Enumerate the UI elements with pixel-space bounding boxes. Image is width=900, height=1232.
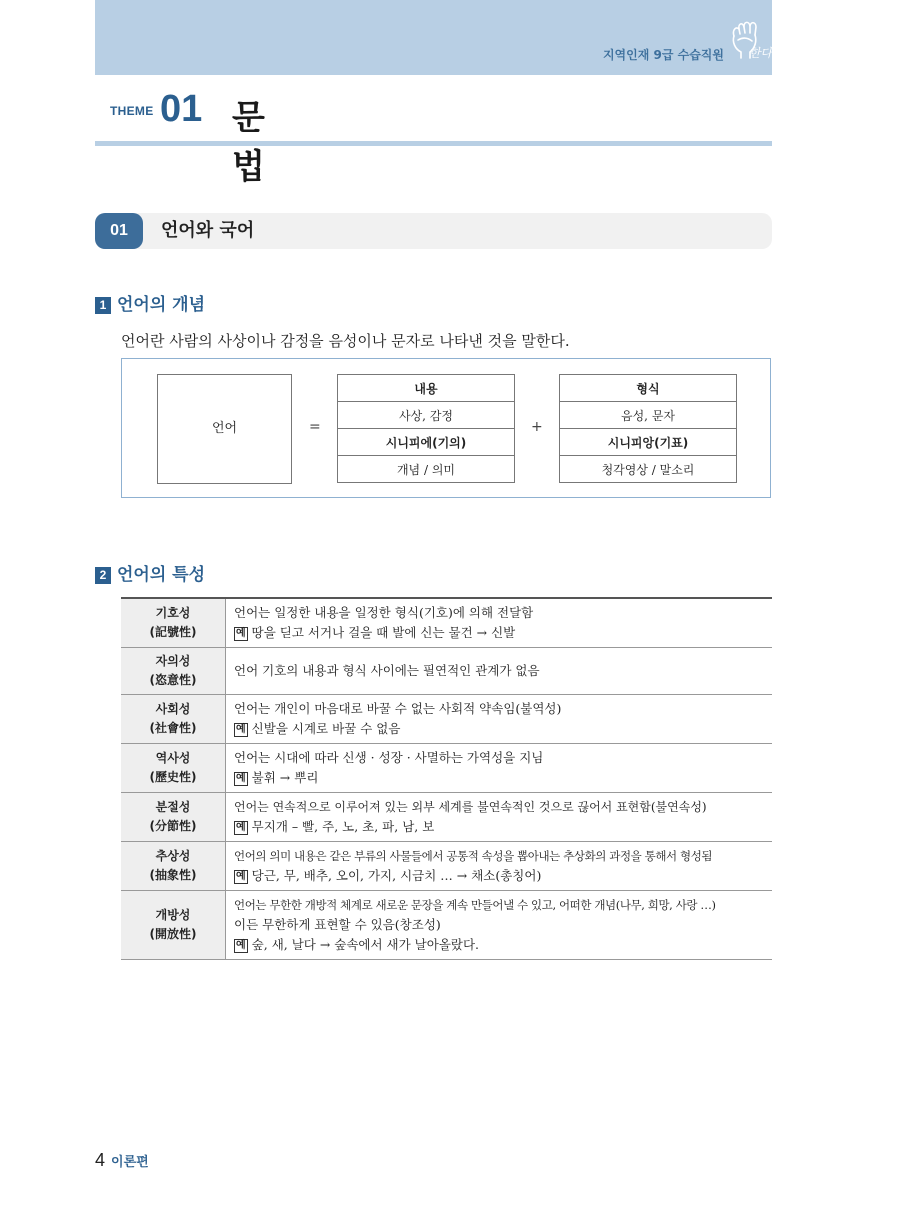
language-box: 언어 (157, 374, 292, 484)
table-row (121, 598, 772, 648)
property-term: 사회성 (社會性) (121, 695, 226, 744)
theme-rule (95, 141, 772, 146)
property-desc: 언어의 의미 내용은 같은 부류의 사물들에서 공통적 속성을 뽑아내는 추상화의 과정을 통해서 형성됨 예 당근, 무, 배추, 오이, 가지, 시금치 … → 채소(총칭어) (226, 842, 773, 891)
property-term: 기호성 (記號性) (121, 598, 226, 648)
concept-definition: 언어란 사람의 사상이나 감정을 음성이나 문자로 나타낸 것을 말한다. (121, 332, 570, 350)
footer-label: 이론편 (111, 1155, 149, 1170)
signified-value: 개념 / 의미 (338, 456, 515, 483)
subheading-properties (95, 560, 205, 585)
signified-header: 시니피에(기의) (338, 429, 515, 456)
property-term: 추상성 (抽象性) (121, 842, 226, 891)
example-mark: 예 (236, 940, 246, 951)
signifier-header: 시니피앙(기표) (560, 429, 737, 456)
content-table (337, 374, 515, 483)
section-title: 언어와 국어 (161, 220, 255, 241)
table-row (121, 793, 772, 842)
subheading-concept (95, 290, 205, 315)
form-value: 음성, 문자 (560, 402, 737, 429)
property-desc: 언어는 시대에 따라 신생 · 성장 · 사멸하는 가역성을 지님 예 불휘 → 뿌리 (226, 744, 773, 793)
subheading-title: 언어의 개념 (117, 295, 206, 315)
series-title: 지역인재 9급 수습직원 (602, 48, 724, 62)
example-mark: 예 (236, 871, 246, 882)
page-footer (95, 1150, 149, 1171)
properties-table (121, 597, 772, 960)
table-row (121, 891, 772, 960)
signifier-value: 청각영상 / 말소리 (560, 456, 737, 483)
header-band (95, 0, 772, 75)
example-mark: 예 (236, 628, 246, 639)
example-mark: 예 (236, 822, 246, 833)
property-term: 분절성 (分節性) (121, 793, 226, 842)
form-table (559, 374, 737, 483)
content-header: 내용 (338, 375, 515, 402)
property-desc: 언어 기호의 내용과 형식 사이에는 필연적인 관계가 없음 (226, 648, 773, 695)
property-desc: 언어는 연속적으로 이루어져 있는 외부 세계를 불연속적인 것으로 끊어서 표현함(불연속성) 예 무지개 – 빨, 주, 노, 초, 파, 남, 보 (226, 793, 773, 842)
section-number: 01 (95, 213, 143, 249)
language-diagram (121, 358, 771, 498)
property-term: 자의성 (恣意性) (121, 648, 226, 695)
property-term: 역사성 (歷史性) (121, 744, 226, 793)
equals-sign: = (309, 419, 321, 435)
table-row (121, 744, 772, 793)
property-desc: 언어는 개인이 마음대로 바꿀 수 없는 사회적 약속임(불역성) 예 신발을 시계로 바꿀 수 없음 (226, 695, 773, 744)
example-mark: 예 (236, 724, 246, 735)
plus-sign: + (531, 419, 543, 435)
property-desc: 언어는 일정한 내용을 일정한 형식(기호)에 의해 전달함 예 땅을 딛고 서거나 걸을 때 발에 신는 물건 → 신발 (226, 598, 773, 648)
header-script-word: 한다 (748, 46, 772, 60)
property-desc: 언어는 무한한 개방적 체계로 새로운 문장을 계속 만들어낼 수 있고, 어떠한 개념(나무, 희망, 사랑 …) 이든 무한하게 표현할 수 있음(창조성) 예 숲, 새, 날다 → 숲속에서 새가 날아올랐다. (226, 891, 773, 960)
theme-title: 문법 (232, 98, 265, 187)
section-bar (95, 213, 772, 249)
subheading-title: 언어의 특성 (117, 565, 206, 585)
table-row (121, 648, 772, 695)
form-header: 형식 (560, 375, 737, 402)
content-value: 사상, 감정 (338, 402, 515, 429)
example-mark: 예 (236, 773, 246, 784)
theme-number: 01 (160, 88, 203, 130)
table-row (121, 695, 772, 744)
table-row (121, 842, 772, 891)
theme-label: THEME (110, 104, 154, 118)
subheading-number: 1 (95, 297, 111, 314)
property-term: 개방성 (開放性) (121, 891, 226, 960)
page-number: 4 (95, 1150, 106, 1170)
subheading-number: 2 (95, 567, 111, 584)
